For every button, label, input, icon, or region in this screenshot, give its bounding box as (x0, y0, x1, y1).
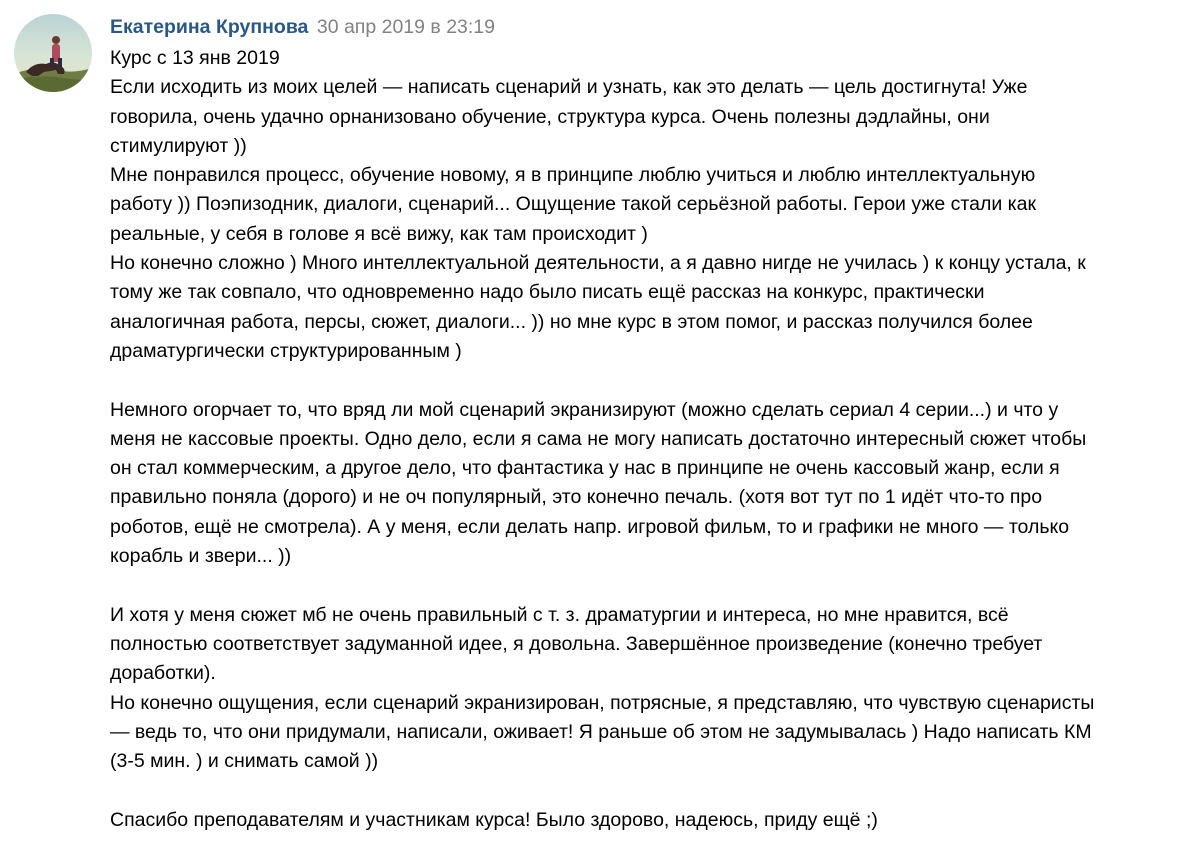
comment-text (110, 44, 1190, 835)
text-line: роботов, ещё не смотрела). А у меня, если делать напр. игровой фильм, то и графики не много — только (110, 515, 1070, 538)
author-name-link[interactable]: Екатерина Крупнова (110, 16, 309, 38)
text-line: меня не кассовые проекты. Одно дело, если я сама не могу написать достаточно интересный сюжет чтобы (110, 427, 1087, 450)
text-line: Спасибо преподавателям и участникам курса! Было здорово, надеюсь, приду ещё ;) (110, 808, 878, 831)
text-line: он стал коммерческим, а другое дело, что фантастика у нас в принципе не очень кассовый жанр, если я (110, 457, 1060, 480)
paragraph-gap (110, 776, 1190, 805)
post-date-link[interactable]: 30 апр 2019 в 23:19 (316, 16, 495, 38)
text-line: И хотя у меня сюжет мб не очень правильный с т. з. драматургии и интереса, но мне нравится, всё (110, 603, 1009, 626)
text-line: говорила, очень удачно орнанизовано обучение, структура курса. Очень полезны дэдлайны, они (110, 105, 990, 128)
text-line: полностью соответствует задуманной идее, я довольна. Завершённое произведение (конечно требует (110, 632, 1043, 655)
text-line: стимулируют )) (110, 134, 247, 157)
text-line: Но конечно ощущения, если сценарий экранизирован, потрясные, я представляю, что чувствую сценаристы (110, 691, 1095, 714)
text-line: Но конечно сложно ) Много интеллектуальной деятельности, а я давно нигде не училась ) к концу устала, к (110, 252, 1086, 275)
text-line: работу )) Поэпизодник, диалоги, сценарий... Ощущение такой серьёзной работы. Герои уже стали как (110, 193, 1036, 216)
text-line: (3-5 мин. ) и снимать самой )) (110, 750, 379, 773)
comment-content (110, 14, 1190, 835)
avatar-photo-icon (14, 14, 92, 92)
text-line: корабль и звери... )) (110, 545, 292, 568)
text-line: тому же так совпало, что одновременно надо было писать ещё рассказ на конкурс, практически (110, 281, 985, 304)
text-line: аналогичная работа, персы, сюжет, диалоги... )) но мне курс в этом помог, и рассказ получился более (110, 310, 1033, 333)
comment-header (110, 14, 1190, 44)
text-line: Курс с 13 янв 2019 (110, 47, 280, 69)
paragraph-gap (110, 571, 1190, 600)
text-line: Мне понравился процесс, обучение новому, я в принципе люблю учиться и люблю интеллектуальную (110, 164, 1036, 187)
text-line: доработки). (110, 662, 216, 685)
text-line: — ведь то, что они придумали, написали, оживает! Я раньше об этом не задумывалась ) Надо написать КМ (110, 720, 1092, 743)
text-line: Немного огорчает то, что вряд ли мой сценарий экранизируют (можно сделать сериал 4 серии...) и что у (110, 398, 1059, 421)
text-line: Если исходить из моих целей — написать сценарий и узнать, как это делать — цель достигнута! Уже (110, 76, 1028, 99)
paragraph-gap (110, 366, 1190, 395)
avatar[interactable] (14, 14, 92, 92)
text-line: реальные, у себя в голове я всё вижу, как там происходит ) (110, 222, 648, 245)
text-line: правильно поняла (дорого) и не оч популярный, это конечно печаль. (хотя вот тут по 1 идёт что-то про (110, 486, 1043, 509)
text-line: драматургически структурированным ) (110, 339, 462, 362)
